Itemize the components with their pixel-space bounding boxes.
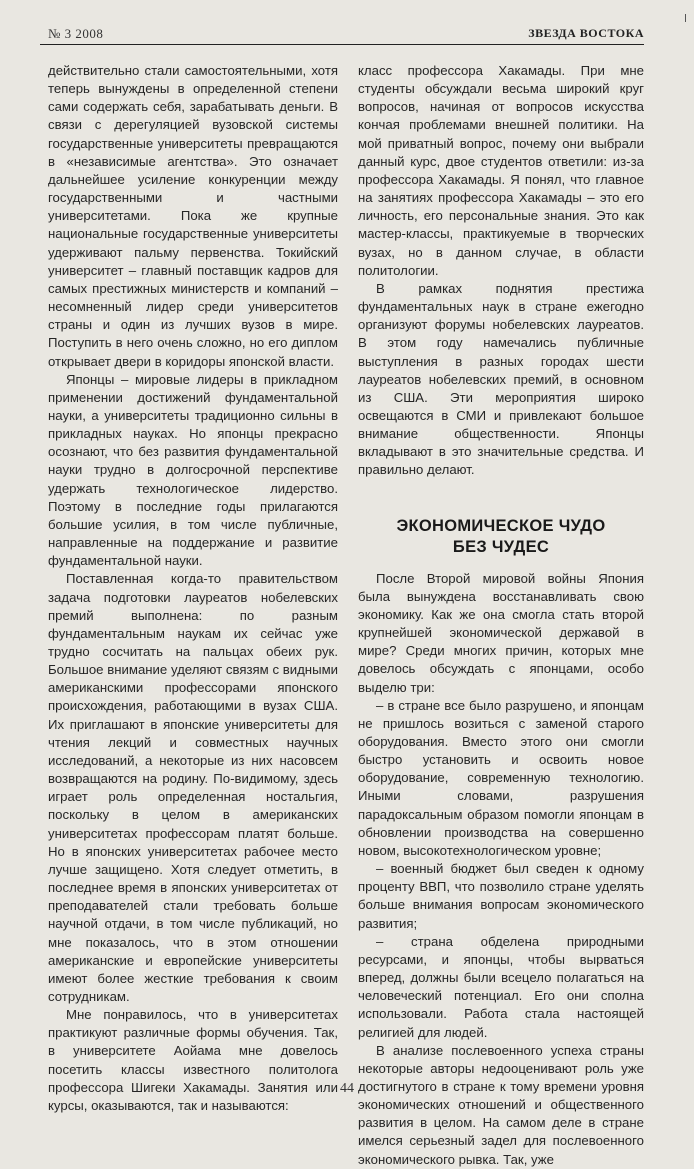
running-header	[40, 24, 644, 45]
issue-number: № 3 2008	[48, 26, 104, 41]
paragraph: После Второй мировой войны Япония была вынуждена восстанавливать свою экономику. Как же она смогла стать второй крупнейшей экономической державой в мире? Среди многих причин, которых мне довелось обсуждать с японцами, особо выделю три:	[358, 570, 644, 695]
paragraph: – страна обделена природными ресурсами, и японцы, чтобы вырваться вперед, должны были всецело полагаться на человеческий потенциал. Его они сполна использовали. Работа стала настоящей религией для людей.	[358, 933, 644, 1040]
right-column	[358, 62, 644, 1169]
paragraph: действительно стали самостоятельными, хотя теперь вынуждены в определенной степени сами содержать себя, зарабатывать деньги. В связи с дерегуляцией вузовской системы государственные университеты превращаются в «независимые агентства». Это означает дальнейшее усиление конкуренции между государственными и частными университетами. Пока же крупные национальные государственные университеты удерживают пальму первенства. Токийский университет – главный поставщик кадров для самых престижных министерств и компаний – несомненный лидер среди университетов страны и один из лучших вузов в мире. Поступить в него очень сложно, но его диплом открывает двери в коридоры японской власти.	[48, 63, 338, 369]
left-column	[48, 62, 338, 1115]
paragraph: В рамках поднятия престижа фундаментальных наук в стране ежегодно организуют форумы нобелевских лауреатов. В этом году намечались публичные выступления в разных городах шести лауреатов нобелевских премий, в основном из США. Эти мероприятия широко освещаются в СМИ и привлекают большое внимание общественности. Японцы вкладывают в это значительные средства. И правильно делают.	[358, 280, 644, 478]
paragraph: Мне понравилось, что в университетах практикуют различные формы обучения. Так, в университете Аойама мне довелось посетить классы известного политолога профессора Шигеки Хакамады. Занятия или курсы, оказываются, так и называются:	[48, 1007, 338, 1113]
journal-title: ЗВЕЗДА ВОСТОКА	[528, 26, 644, 40]
paragraph: – военный бюджет был сведен к одному проценту ВВП, что позволило стране уделять больше внимания вопросам экономического развития;	[358, 861, 644, 931]
section-heading-line: БЕЗ ЧУДЕС	[452, 537, 550, 556]
paragraph: Поставленная когда-то правительством задача подготовки лауреатов нобелевских премий выполнена: по разным фундаментальным наукам их сейчас уже трудно сосчитать на пальцах обеих рук. Большое внимание уделяют связям с видными американскими профессорами японского происхождения, работающими в вузах США. Их приглашают в японские университеты для чтения лекций и совместных научных исследований, а некоторые из них насовсем возвращаются на родину. По-видимому, здесь играет роль определенная ностальгия, поскольку в целом в американских университетах профессорам платят больше. Но в японских университетах рабочее место лучше защищено. Хотя следует отметить, в последнее время в японских университетах от преподавателей стали требовать больше научной отдачи, в том числе публикаций, но мне показалось, что в этом отношении американские и европейские университеты имеют более жесткие требования к своим сотрудникам.	[48, 571, 338, 1004]
margin-mark	[685, 14, 686, 22]
paragraph: Японцы – мировые лидеры в прикладном применении достижений фундаментальной науки, а университеты традиционно сильны в прикладных науках. Но японцы прекрасно осознают, что без развития фундаментальной науки трудно в долгосрочной перспективе удержать технологическое лидерство. Поэтому в последние годы прилагаются большие усилия, в том числе публичные, направленные на поддержание и развитие фундаментальной науки.	[48, 371, 338, 569]
section-heading-line: ЭКОНОМИЧЕСКОЕ ЧУДО	[396, 516, 606, 535]
page-number: 44	[340, 1081, 354, 1096]
paragraph: В анализе послевоенного успеха страны некоторые авторы недооценивают роль уже достигнутого в стране к тому времени уровня экономических отношений и общественного развития в целом. На самом деле в стране имелся серьезный задел для послевоенного экономического рывка. Так, уже	[358, 1042, 644, 1167]
section-heading	[358, 516, 644, 558]
paragraph: класс профессора Хакамады. При мне студенты обсуждали весьма широкий круг вопросов, начиная от вопросов искусства кончая проблемами внешней политики. На мой приватный вопрос, почему они выбрали данный курс, двое студентов ответили: из-за профессора Хакамады. Я понял, что главное на занятиях профессора Хакамады – это его личность, его персональные знания. Это как мастер-классы, практикуемые в творческих вузах, но в данном случае, в области политологии.	[358, 63, 644, 278]
paragraph: – в стране все было разрушено, и японцам не пришлось возиться с заменой старого оборудования. Вместо этого они смогли быстро установить и освоить новое оборудование, современную технологию. Иными словами, разрушения парадоксальным образом помогли японцам в обновлении производства на совершенно новом, высокотехнологическом уровне;	[358, 697, 644, 858]
